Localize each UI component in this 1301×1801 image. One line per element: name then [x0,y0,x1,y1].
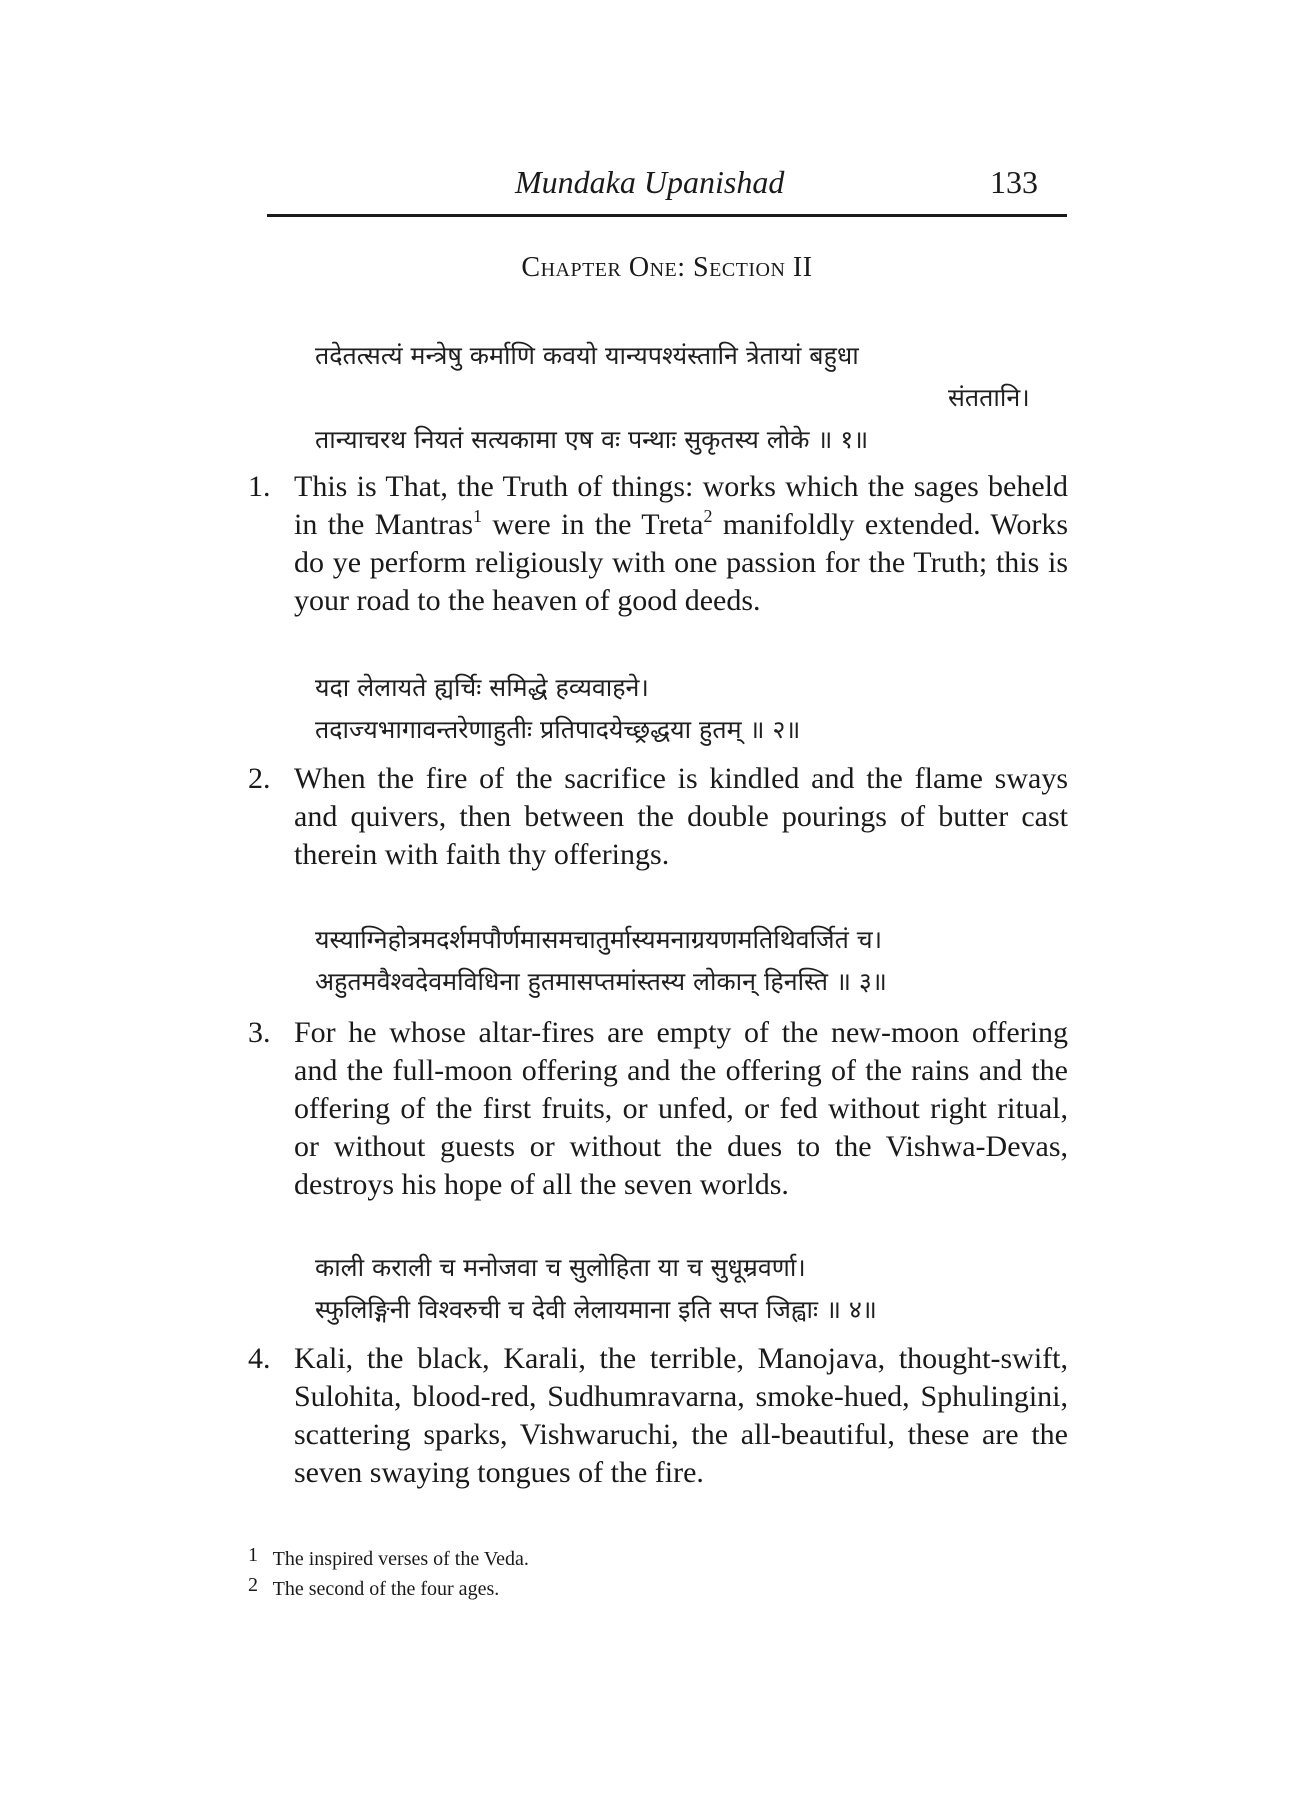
verse-1-text [294,468,1068,620]
verse-1 [248,468,1068,620]
sanskrit-verse-2-line-1: यदा लेलायते ह्यर्चिः समिद्धे हव्यवाहने। [315,673,649,702]
footnote-2-text: The second of the four ages. [272,1578,500,1600]
verse-2-number: 2. [248,762,271,795]
verse-4 [248,1340,1068,1492]
sanskrit-verse-3-line-2: अहुतमवैश्वदेवमविधिना हुतमासप्तमांस्तस्य लोकान् हिनस्ति ॥ ३॥ [315,967,887,996]
footnote-1-text: The inspired verses of the Veda. [272,1548,529,1570]
page-number: 133 [990,164,1038,200]
sanskrit-verse-1-line-2: संततानि। [948,383,1030,412]
verse-1-text-part-2: were in the Treta [482,508,704,541]
verse-2 [248,760,1068,874]
verse-4-text: Kali, the black, Karali, the terrible, Manojava, thought-swift, Sulohita, blood-red, Sudhumravarna, smoke-hued, Sphulingini, scattering sparks, Vishwaruchi, the all-beautiful, these are the seven swaying tongues of the fire. [294,1342,1068,1489]
book-title: Mundaka Upanishad [515,164,785,200]
sanskrit-verse-2-line-2: तदाज्यभागावन्तरेणाहुतीः प्रतिपादयेच्छ्रद्धया हुतम् ॥ २॥ [315,715,801,744]
footnote-ref-2[interactable]: 2 [703,506,713,526]
verse-2-text: When the fire of the sacrifice is kindled and the flame sways and quivers, then between the double pourings of butter cast therein with faith thy offerings. [294,762,1068,871]
footnote-ref-1[interactable]: 1 [473,506,483,526]
verse-4-number: 4. [248,1342,271,1375]
sanskrit-verse-4-line-2: स्फुलिङ्गिनी विश्वरुची च देवी लेलायमाना इति सप्त जिह्वाः ॥ ४॥ [315,1295,877,1324]
sanskrit-verse-1-line-3: तान्याचरथ नियतं सत्यकामा एष वः पन्थाः सुकृतस्य लोके ॥ १॥ [315,425,869,454]
footnote-1-marker: 1 [248,1544,258,1566]
chapter-title: Chapter One: Section II [521,252,813,283]
verse-1-text-part-1: This is That, the Truth of things: works which the sages beheld in the Mantras [294,470,1068,541]
header-rule [267,214,1067,217]
verse-1-number: 1. [248,470,271,503]
sanskrit-verse-1-line-1: तदेतत्सत्यं मन्त्रेषु कर्माणि कवयो यान्यपश्यंस्तानि त्रेतायां बहुधा [315,341,859,370]
footnote-2-marker: 2 [248,1574,258,1596]
verse-3 [248,1014,1068,1204]
verse-3-number: 3. [248,1016,271,1049]
footnote-2 [248,1572,1068,1602]
verse-1-text-part-3: manifoldly extended. Works do ye perform religiously with one passion for the Truth; this is your road to the heaven of good deeds. [294,508,1069,617]
sanskrit-verse-3-line-1: यस्याग्निहोत्रमदर्शमपौर्णमासमचातुर्मास्यमनाग्रयणमतिथिवर्जितं च। [315,925,883,954]
sanskrit-verse-4-line-1: काली कराली च मनोजवा च सुलोहिता या च सुधूम्रवर्णा। [315,1253,806,1282]
verse-3-text: For he whose altar-fires are empty of the new-moon offering and the full-moon offering and the offering of the rains and the offering of the first fruits, or unfed, or fed without right ritual, or without guests or without the dues to the Vishwa-Devas, destroys his hope of all the seven worlds. [294,1016,1068,1201]
footnotes [248,1542,1068,1602]
footnote-1 [248,1542,1068,1572]
